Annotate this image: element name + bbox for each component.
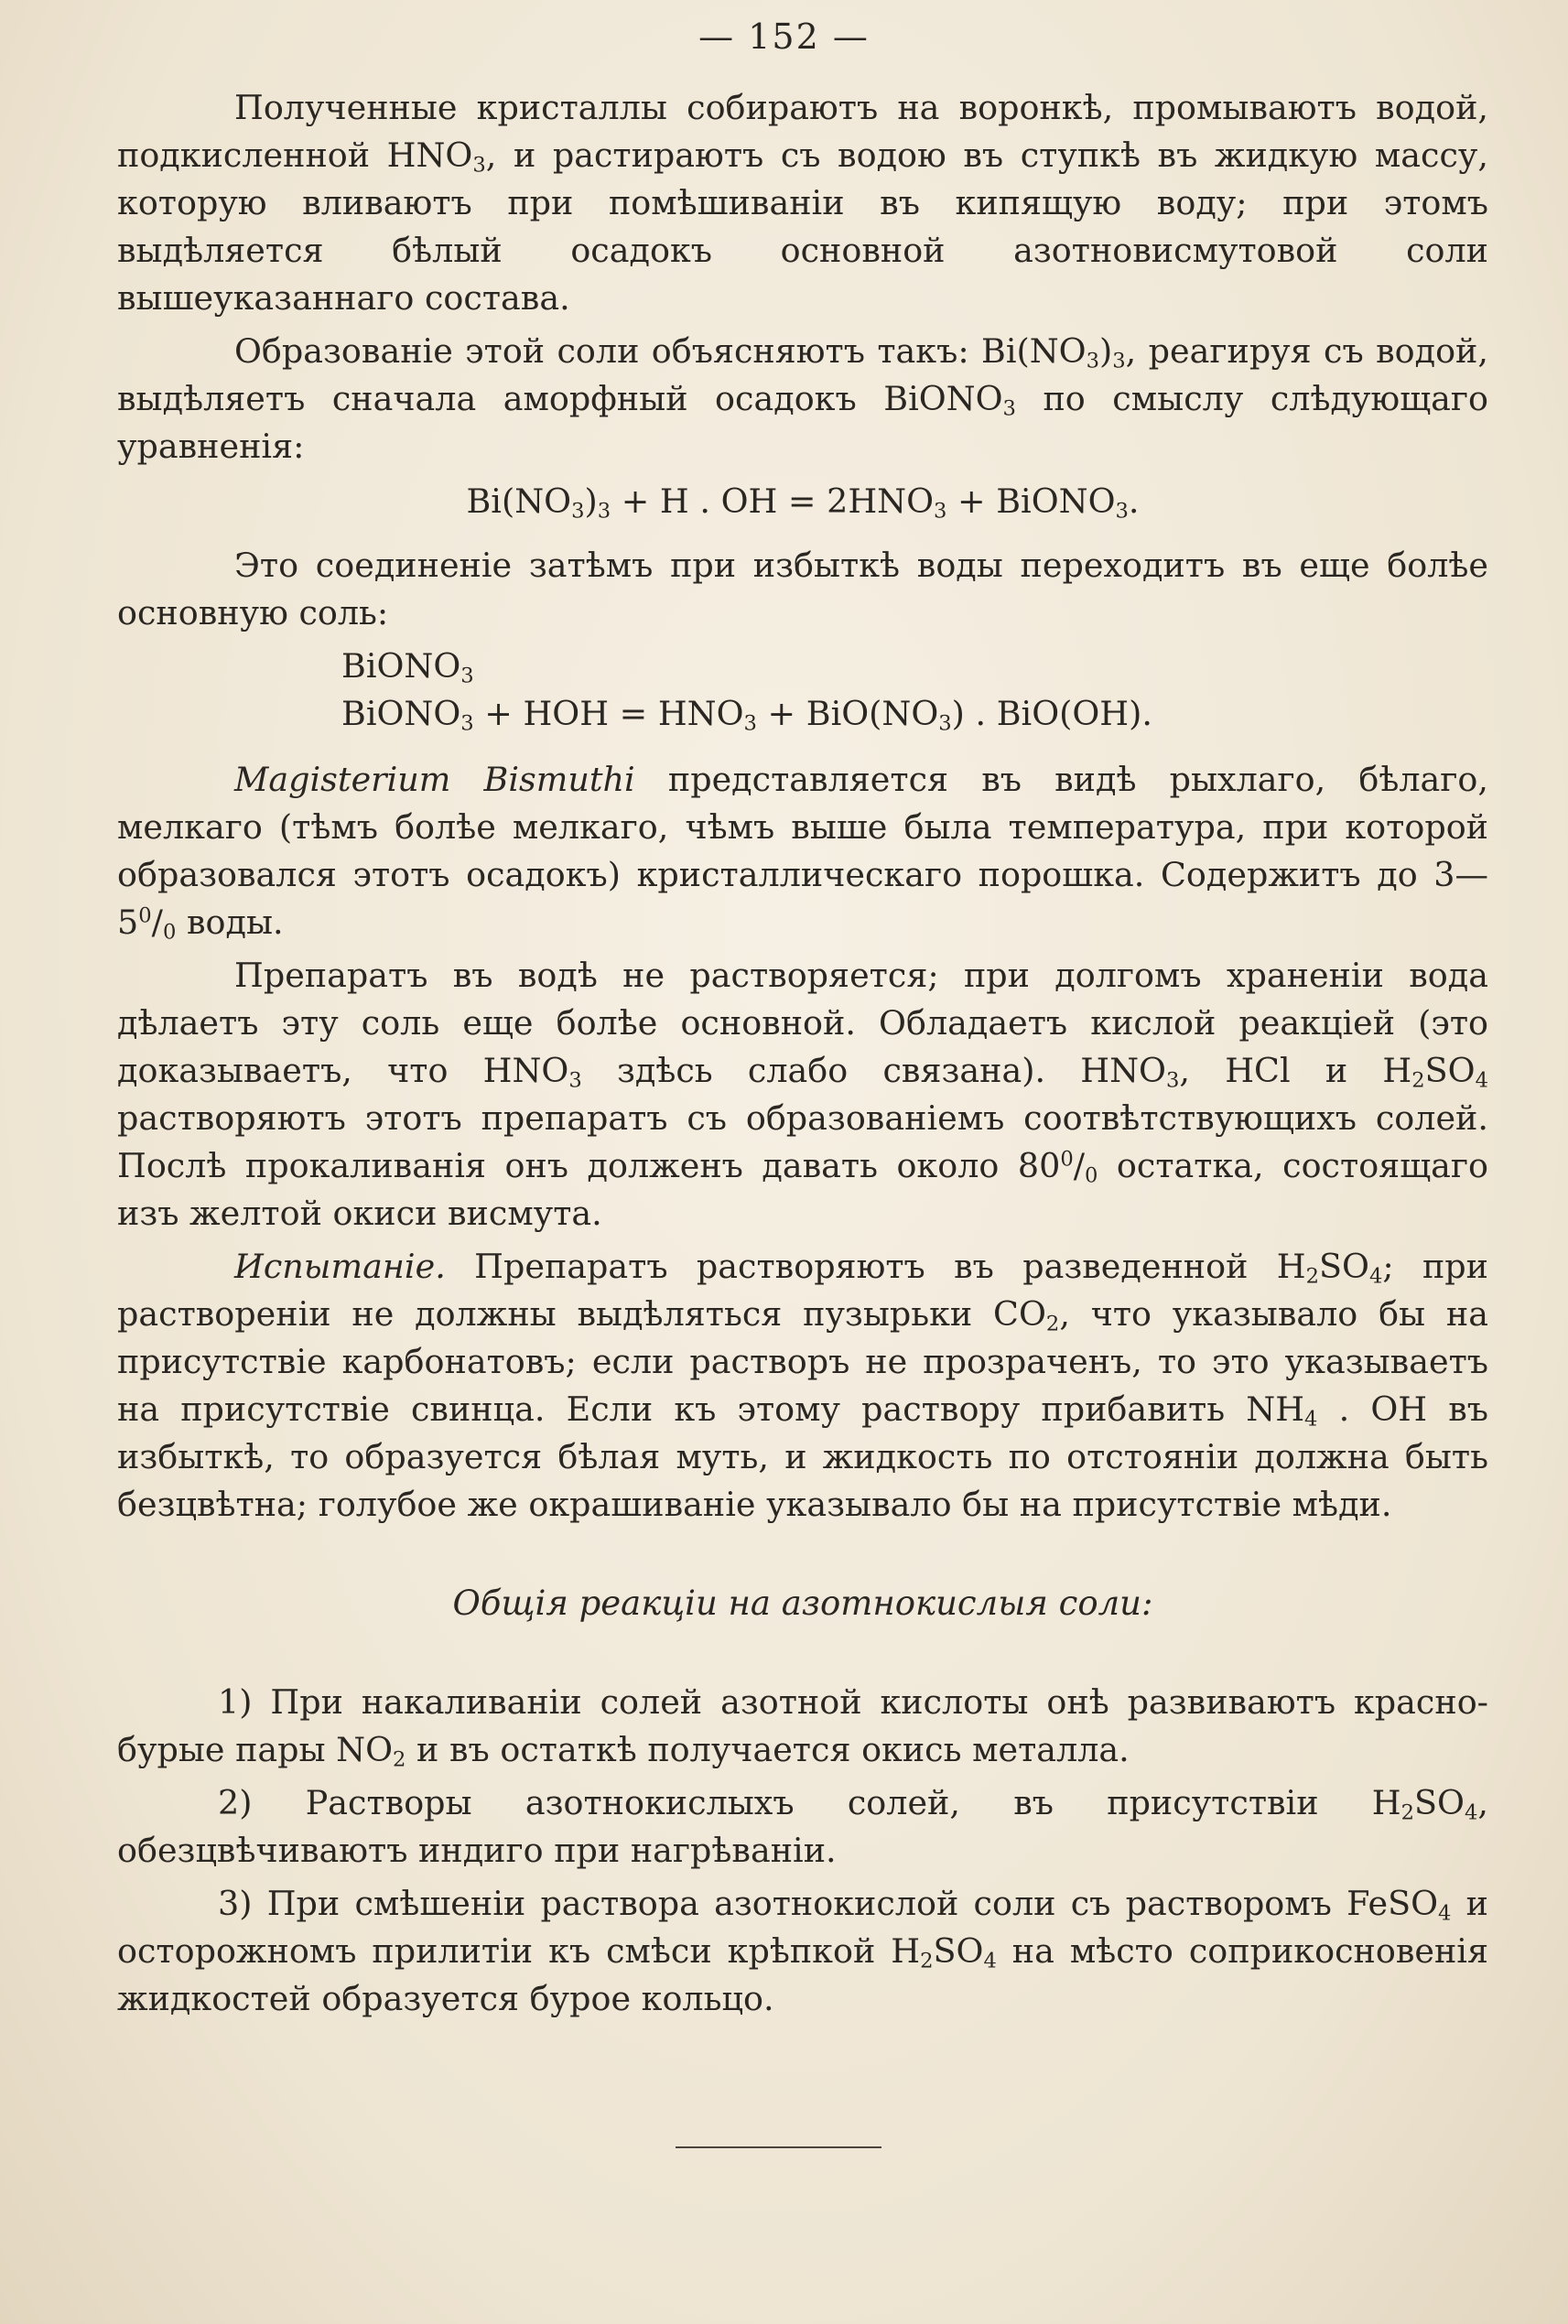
testing-term: Испытаніе.	[234, 1247, 446, 1286]
reaction-1: 1) При накаливаніи солей азотной кислоты онѣ развиваютъ красно-бурые пары $NO_2$ и въ остаткѣ получается окись металла.	[117, 1682, 1488, 1772]
paragraph-properties: Препаратъ въ водѣ не растворяется; при долгомъ храненіи вода дѣлаетъ эту соль еще болѣе основной. Обладаетъ кислой реакціей (это доказываетъ, что $HNO_3$ здѣсь слабо связана). $HNO_3$, HCl и $H_2SO_4$ растворяютъ этотъ препаратъ съ образованіемъ соотвѣтствующихъ солей. Послѣ прокаливанія онъ долженъ давать около $80^0/_0$ остатка, состоящаго изъ желтой окиси висмута.	[117, 956, 1489, 1233]
page-number: — 152 —	[698, 16, 870, 57]
testing-text: Препаратъ растворяютъ въ разведенной $H_2SO_4$; при растворенiи не должны выдѣляться пузырьки $CO_2$, что указывало бы на присутствіе карбонатовъ; если растворъ не прозраченъ, то это указываетъ на присутствіе свинца. Если къ этому раствору прибавить $NH_4$ . OH въ избыткѣ, то образуется бѣлая муть, и жидкость по отстояніи должна быть безцвѣтна; голубое же окрашиваніе указывало бы на присутствіе мѣди.	[117, 1247, 1489, 1524]
section-heading: Общія реакціи на азотнокислыя соли:	[452, 1584, 1153, 1623]
equation-2	[341, 643, 1488, 738]
paragraph-salt-formation: Образованіе этой соли объясняютъ такъ: $Bi(NO_3)_3$, реагируя съ водой, выдѣляетъ сначала аморфный осадокъ BiONO$_3$ по смыслу слѣдующаго уравненія:	[117, 331, 1488, 466]
reaction-3: 3) При смѣшеніи раствора азотнокислой соли съ растворомъ FeSO$_4$ и осторожномъ прилитіи къ смѣси крѣпкой $H_2SO_4$ на мѣсто соприкосновенія жидкостей образуется бурое кольцо.	[117, 1884, 1488, 2018]
magisterium-text: представляется въ видѣ рыхлаго, бѣлаго, мелкаго (тѣмъ болѣе мелкаго, чѣмъ выше была температура, при которой образовался этотъ осадокъ) кристаллическаго порошка. Содержитъ до $3—5^0/_0$ воды.	[117, 760, 1488, 945]
page-body	[117, 84, 1488, 2028]
paragraph-crystals: Полученные кристаллы собираютъ на воронкѣ, промываютъ водой, подкисленной $HNO_3$, и растираютъ съ водою въ ступкѣ въ жидкую массу, которую вливаютъ при помѣшиваніи въ кипящую воду; при этомъ выдѣляется бѣлый осадокъ основной азотновисмутовой соли вышеуказаннаго состава.	[117, 88, 1488, 318]
magisterium-term: Magisterium Bismuthi	[234, 760, 635, 799]
paragraph-testing	[117, 1243, 1488, 1529]
reaction-2: 2) Растворы азотнокислыхъ солей, въ присутствіи $H_2SO_4$, обезцвѣчиваютъ индиго при нагрѣваніи.	[117, 1783, 1488, 1870]
equation-2-line-1: BiONO$_3$	[341, 646, 474, 688]
paragraph-basic-salt: Это соединеніе затѣмъ при избыткѣ воды переходитъ въ еще болѣе основную соль:	[117, 546, 1488, 632]
end-rule	[676, 2146, 881, 2148]
equation-2-line-2: BiONO$_3$ + HOH = $HNO_3 + BiO(NO_3)$ . BiO(OH).	[341, 694, 1152, 736]
paragraph-magisterium	[117, 756, 1488, 946]
equation-1: $Bi(NO_3)_3 + H$ . OH = $2HNO_3$ + BiONO$_3$.	[466, 481, 1140, 524]
